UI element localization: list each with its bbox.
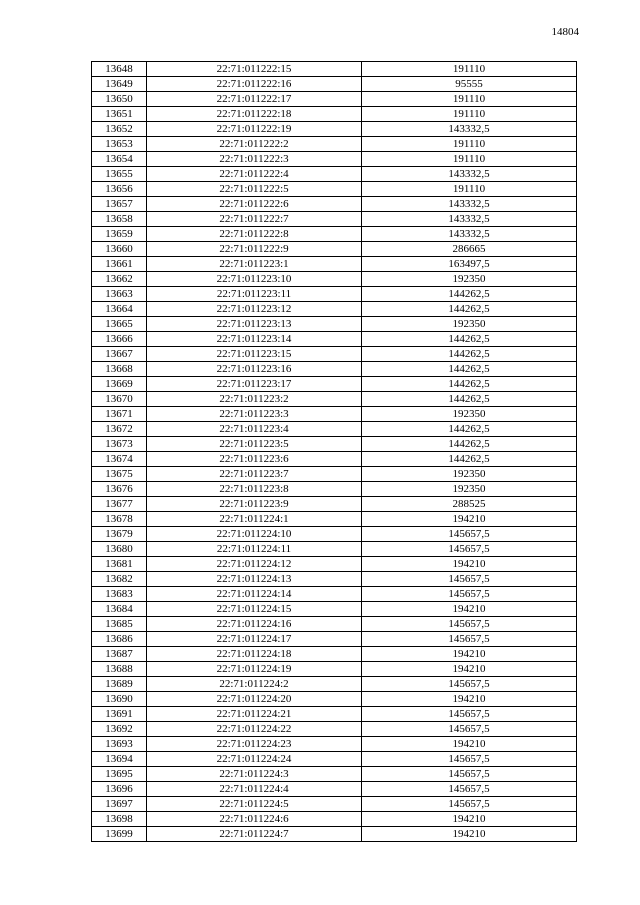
cadastral-value-cell: 144262,5: [362, 347, 577, 362]
row-number-cell: 13660: [92, 242, 147, 257]
row-number-cell: 13690: [92, 692, 147, 707]
cadastral-number-cell: 22:71:011222:8: [147, 227, 362, 242]
row-number-cell: 13655: [92, 167, 147, 182]
row-number-cell: 13677: [92, 497, 147, 512]
cadastral-number-cell: 22:71:011224:17: [147, 632, 362, 647]
table-row: [92, 152, 577, 167]
cadastral-number-cell: 22:71:011223:1: [147, 257, 362, 272]
cadastral-value-cell: 144262,5: [362, 332, 577, 347]
cadastral-number-cell: 22:71:011223:3: [147, 407, 362, 422]
cadastral-number-cell: 22:71:011223:11: [147, 287, 362, 302]
row-number-cell: 13649: [92, 77, 147, 92]
cadastral-value-cell: 95555: [362, 77, 577, 92]
cadastral-value-cell: 191110: [362, 92, 577, 107]
cadastral-value-cell: 145657,5: [362, 677, 577, 692]
cadastral-value-cell: 143332,5: [362, 122, 577, 137]
row-number-cell: 13662: [92, 272, 147, 287]
cadastral-value-cell: 194210: [362, 557, 577, 572]
cadastral-value-cell: 143332,5: [362, 212, 577, 227]
table-row: [92, 437, 577, 452]
cadastral-value-cell: 192350: [362, 407, 577, 422]
row-number-cell: 13673: [92, 437, 147, 452]
cadastral-number-cell: 22:71:011223:4: [147, 422, 362, 437]
cadastral-number-cell: 22:71:011222:17: [147, 92, 362, 107]
row-number-cell: 13675: [92, 467, 147, 482]
table-row: [92, 242, 577, 257]
cadastral-value-cell: 145657,5: [362, 707, 577, 722]
cadastral-number-cell: 22:71:011222:6: [147, 197, 362, 212]
cadastral-number-cell: 22:71:011223:14: [147, 332, 362, 347]
row-number-cell: 13682: [92, 572, 147, 587]
cadastral-number-cell: 22:71:011222:9: [147, 242, 362, 257]
cadastral-number-cell: 22:71:011224:13: [147, 572, 362, 587]
table-row: [92, 392, 577, 407]
cadastral-number-cell: 22:71:011222:5: [147, 182, 362, 197]
cadastral-number-cell: 22:71:011224:14: [147, 587, 362, 602]
cadastral-value-cell: 192350: [362, 272, 577, 287]
cadastral-number-cell: 22:71:011223:9: [147, 497, 362, 512]
table-row: [92, 92, 577, 107]
cadastral-number-cell: 22:71:011223:17: [147, 377, 362, 392]
cadastral-value-cell: 191110: [362, 107, 577, 122]
table-row: [92, 662, 577, 677]
table-row: [92, 317, 577, 332]
row-number-cell: 13683: [92, 587, 147, 602]
row-number-cell: 13679: [92, 527, 147, 542]
table-row: [92, 512, 577, 527]
row-number-cell: 13693: [92, 737, 147, 752]
cadastral-value-cell: 145657,5: [362, 572, 577, 587]
row-number-cell: 13658: [92, 212, 147, 227]
table-row: [92, 77, 577, 92]
cadastral-number-cell: 22:71:011224:15: [147, 602, 362, 617]
cadastral-value-cell: 286665: [362, 242, 577, 257]
cadastral-number-cell: 22:71:011223:12: [147, 302, 362, 317]
cadastral-number-cell: 22:71:011222:3: [147, 152, 362, 167]
cadastral-value-cell: 145657,5: [362, 587, 577, 602]
cadastral-number-cell: 22:71:011223:5: [147, 437, 362, 452]
cadastral-value-cell: 145657,5: [362, 767, 577, 782]
row-number-cell: 13686: [92, 632, 147, 647]
row-number-cell: 13666: [92, 332, 147, 347]
cadastral-value-cell: 163497,5: [362, 257, 577, 272]
cadastral-value-cell: 143332,5: [362, 227, 577, 242]
cadastral-number-cell: 22:71:011224:22: [147, 722, 362, 737]
table-row: [92, 722, 577, 737]
row-number-cell: 13687: [92, 647, 147, 662]
row-number-cell: 13688: [92, 662, 147, 677]
row-number-cell: 13654: [92, 152, 147, 167]
cadastral-number-cell: 22:71:011224:18: [147, 647, 362, 662]
cadastral-value-cell: 194210: [362, 737, 577, 752]
cadastral-value-cell: 194210: [362, 602, 577, 617]
table-row: [92, 782, 577, 797]
cadastral-value-cell: 144262,5: [362, 437, 577, 452]
cadastral-value-cell: 144262,5: [362, 302, 577, 317]
cadastral-value-cell: 145657,5: [362, 722, 577, 737]
table-row: [92, 107, 577, 122]
row-number-cell: 13694: [92, 752, 147, 767]
row-number-cell: 13665: [92, 317, 147, 332]
cadastral-value-cell: 191110: [362, 62, 577, 77]
table-row: [92, 362, 577, 377]
table-row: [92, 182, 577, 197]
row-number-cell: 13659: [92, 227, 147, 242]
cadastral-number-cell: 22:71:011224:1: [147, 512, 362, 527]
table-row: [92, 737, 577, 752]
row-number-cell: 13697: [92, 797, 147, 812]
row-number-cell: 13678: [92, 512, 147, 527]
cadastral-number-cell: 22:71:011224:7: [147, 827, 362, 842]
table-row: [92, 257, 577, 272]
table-body: [92, 62, 577, 842]
cadastral-number-cell: 22:71:011224:2: [147, 677, 362, 692]
table-row: [92, 587, 577, 602]
cadastral-number-cell: 22:71:011224:6: [147, 812, 362, 827]
row-number-cell: 13653: [92, 137, 147, 152]
row-number-cell: 13696: [92, 782, 147, 797]
table-row: [92, 527, 577, 542]
cadastral-value-cell: 191110: [362, 152, 577, 167]
cadastral-number-cell: 22:71:011222:19: [147, 122, 362, 137]
cadastral-value-cell: 194210: [362, 692, 577, 707]
cadastral-number-cell: 22:71:011224:12: [147, 557, 362, 572]
table-row: [92, 617, 577, 632]
cadastral-number-cell: 22:71:011224:16: [147, 617, 362, 632]
table-row: [92, 767, 577, 782]
cadastral-value-cell: 192350: [362, 482, 577, 497]
row-number-cell: 13674: [92, 452, 147, 467]
row-number-cell: 13680: [92, 542, 147, 557]
cadastral-number-cell: 22:71:011222:7: [147, 212, 362, 227]
row-number-cell: 13664: [92, 302, 147, 317]
row-number-cell: 13650: [92, 92, 147, 107]
cadastral-value-cell: 194210: [362, 827, 577, 842]
table-row: [92, 347, 577, 362]
cadastral-value-cell: 288525: [362, 497, 577, 512]
cadastral-value-table: [91, 61, 577, 842]
cadastral-number-cell: 22:71:011223:7: [147, 467, 362, 482]
table-row: [92, 692, 577, 707]
cadastral-value-cell: 191110: [362, 182, 577, 197]
cadastral-number-cell: 22:71:011224:20: [147, 692, 362, 707]
table-row: [92, 677, 577, 692]
row-number-cell: 13699: [92, 827, 147, 842]
cadastral-value-cell: 191110: [362, 137, 577, 152]
table-row: [92, 557, 577, 572]
cadastral-number-cell: 22:71:011224:4: [147, 782, 362, 797]
cadastral-value-cell: 143332,5: [362, 197, 577, 212]
cadastral-value-cell: 145657,5: [362, 782, 577, 797]
cadastral-number-cell: 22:71:011224:10: [147, 527, 362, 542]
row-number-cell: 13676: [92, 482, 147, 497]
row-number-cell: 13692: [92, 722, 147, 737]
table-row: [92, 752, 577, 767]
table-row: [92, 212, 577, 227]
cadastral-value-cell: 145657,5: [362, 527, 577, 542]
cadastral-number-cell: 22:71:011223:16: [147, 362, 362, 377]
table-row: [92, 122, 577, 137]
cadastral-number-cell: 22:71:011223:8: [147, 482, 362, 497]
cadastral-number-cell: 22:71:011223:15: [147, 347, 362, 362]
row-number-cell: 13663: [92, 287, 147, 302]
cadastral-number-cell: 22:71:011224:23: [147, 737, 362, 752]
cadastral-number-cell: 22:71:011224:19: [147, 662, 362, 677]
cadastral-number-cell: 22:71:011222:16: [147, 77, 362, 92]
cadastral-number-cell: 22:71:011224:11: [147, 542, 362, 557]
table-row: [92, 332, 577, 347]
cadastral-number-cell: 22:71:011223:10: [147, 272, 362, 287]
cadastral-number-cell: 22:71:011224:24: [147, 752, 362, 767]
row-number-cell: 13652: [92, 122, 147, 137]
table-row: [92, 422, 577, 437]
page-number: 14804: [551, 26, 579, 38]
table-row: [92, 797, 577, 812]
row-number-cell: 13672: [92, 422, 147, 437]
table-row: [92, 167, 577, 182]
row-number-cell: 13661: [92, 257, 147, 272]
cadastral-value-cell: 144262,5: [362, 452, 577, 467]
cadastral-value-cell: 145657,5: [362, 542, 577, 557]
cadastral-value-cell: 194210: [362, 662, 577, 677]
row-number-cell: 13656: [92, 182, 147, 197]
table-row: [92, 407, 577, 422]
cadastral-value-cell: 194210: [362, 647, 577, 662]
table-row: [92, 632, 577, 647]
cadastral-value-cell: 144262,5: [362, 377, 577, 392]
table-row: [92, 482, 577, 497]
table-row: [92, 572, 577, 587]
table-row: [92, 497, 577, 512]
cadastral-number-cell: 22:71:011222:15: [147, 62, 362, 77]
table-row: [92, 302, 577, 317]
table-row: [92, 812, 577, 827]
table-row: [92, 62, 577, 77]
cadastral-value-cell: 192350: [362, 317, 577, 332]
table-row: [92, 377, 577, 392]
table-row: [92, 602, 577, 617]
cadastral-number-cell: 22:71:011222:4: [147, 167, 362, 182]
cadastral-value-cell: 144262,5: [362, 422, 577, 437]
cadastral-value-cell: 144262,5: [362, 392, 577, 407]
cadastral-value-cell: 145657,5: [362, 632, 577, 647]
cadastral-value-cell: 145657,5: [362, 617, 577, 632]
table-row: [92, 452, 577, 467]
cadastral-number-cell: 22:71:011223:2: [147, 392, 362, 407]
row-number-cell: 13667: [92, 347, 147, 362]
cadastral-number-cell: 22:71:011223:6: [147, 452, 362, 467]
table-row: [92, 467, 577, 482]
cadastral-value-cell: 143332,5: [362, 167, 577, 182]
row-number-cell: 13685: [92, 617, 147, 632]
row-number-cell: 13671: [92, 407, 147, 422]
table-row: [92, 227, 577, 242]
table-row: [92, 137, 577, 152]
row-number-cell: 13669: [92, 377, 147, 392]
cadastral-value-cell: 194210: [362, 812, 577, 827]
cadastral-number-cell: 22:71:011224:21: [147, 707, 362, 722]
row-number-cell: 13681: [92, 557, 147, 572]
cadastral-value-cell: 145657,5: [362, 797, 577, 812]
row-number-cell: 13648: [92, 62, 147, 77]
row-number-cell: 13651: [92, 107, 147, 122]
cadastral-number-cell: 22:71:011224:3: [147, 767, 362, 782]
cadastral-number-cell: 22:71:011222:18: [147, 107, 362, 122]
table-row: [92, 287, 577, 302]
row-number-cell: 13689: [92, 677, 147, 692]
row-number-cell: 13698: [92, 812, 147, 827]
row-number-cell: 13668: [92, 362, 147, 377]
cadastral-value-cell: 194210: [362, 512, 577, 527]
table-row: [92, 647, 577, 662]
cadastral-value-cell: 145657,5: [362, 752, 577, 767]
row-number-cell: 13670: [92, 392, 147, 407]
row-number-cell: 13695: [92, 767, 147, 782]
cadastral-number-cell: 22:71:011222:2: [147, 137, 362, 152]
table-row: [92, 827, 577, 842]
table-row: [92, 707, 577, 722]
row-number-cell: 13691: [92, 707, 147, 722]
cadastral-number-cell: 22:71:011223:13: [147, 317, 362, 332]
cadastral-value-cell: 192350: [362, 467, 577, 482]
row-number-cell: 13657: [92, 197, 147, 212]
cadastral-number-cell: 22:71:011224:5: [147, 797, 362, 812]
table-row: [92, 272, 577, 287]
cadastral-value-cell: 144262,5: [362, 362, 577, 377]
table-row: [92, 542, 577, 557]
table-row: [92, 197, 577, 212]
row-number-cell: 13684: [92, 602, 147, 617]
cadastral-value-cell: 144262,5: [362, 287, 577, 302]
